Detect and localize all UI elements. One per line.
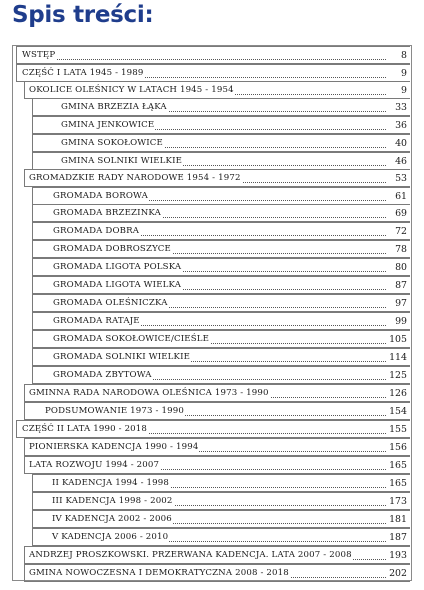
toc-entry-box <box>16 420 410 438</box>
toc-entry-title: WSTĘP <box>22 50 56 60</box>
toc-entry <box>13 276 411 294</box>
toc-entry-title: GROMADZKIE RADY NARODOWE 1954 - 1972 <box>29 173 241 183</box>
toc-entry-box <box>32 492 410 510</box>
toc-entry-box <box>24 402 410 420</box>
toc-entry-box <box>32 348 410 366</box>
toc-entry-box <box>32 152 410 170</box>
toc-entry-title: CZĘŚĆ II LATA 1990 - 2018 <box>22 424 148 434</box>
toc-entry-box <box>32 312 410 330</box>
page-title: Spis treści: <box>12 2 154 28</box>
toc-entry <box>13 366 411 384</box>
toc-entry <box>13 546 411 564</box>
toc-entry-title: CZĘŚĆ I LATA 1945 - 1989 <box>22 68 144 78</box>
toc-entry <box>13 330 411 348</box>
toc-entry-page: 72 <box>395 226 407 237</box>
toc-entry <box>13 98 411 116</box>
toc-entry <box>13 420 411 438</box>
toc-entry <box>13 294 411 312</box>
toc-entry-title: GROMADA DOBRA <box>53 226 140 236</box>
toc-entry <box>13 348 411 366</box>
toc-entry <box>13 240 411 258</box>
toc-entry-title: III KADENCJA 1998 - 2002 <box>52 496 173 506</box>
toc-entry <box>13 528 411 546</box>
toc-entry <box>13 456 411 474</box>
toc-entry-box <box>32 474 410 492</box>
toc-entry-page: 99 <box>395 316 407 327</box>
toc-entry-box <box>24 384 410 402</box>
toc-entry <box>13 474 411 492</box>
toc-entry <box>13 564 411 582</box>
toc-entry-page: 9 <box>401 68 407 79</box>
toc-frame <box>12 45 412 581</box>
toc-entry-page: 165 <box>389 478 407 489</box>
toc-entry-page: 33 <box>395 102 407 113</box>
toc-entry-title: GROMADA RATAJE <box>53 316 140 326</box>
toc-entry-box <box>32 366 410 384</box>
toc-entry-title: GMINA SOLNIKI WIELKIE <box>61 156 183 166</box>
toc-entry-box <box>24 81 410 99</box>
toc-entry-title: GROMADA BRZEZINKA <box>53 208 161 218</box>
toc-entry-title: GMINA JENKOWICE <box>61 120 155 130</box>
toc-entry-title: GROMADA BOROWA <box>53 191 148 201</box>
toc-entry-box <box>32 510 410 528</box>
toc-entry-page: 114 <box>389 352 407 363</box>
toc-entry-box <box>24 456 410 474</box>
toc-entry-box <box>32 258 410 276</box>
toc-entry <box>13 258 411 276</box>
toc-entry-page: 202 <box>389 568 407 579</box>
toc-entry-title: LATA ROZWOJU 1994 - 2007 <box>29 460 160 470</box>
toc-entry <box>13 402 411 420</box>
toc-entry-page: 40 <box>395 138 407 149</box>
toc-entry <box>13 116 411 134</box>
toc-entry-page: 154 <box>389 406 407 417</box>
toc-entry-title: IV KADENCJA 2002 - 2006 <box>52 514 172 524</box>
toc-entry-page: 173 <box>389 496 407 507</box>
toc-entry-box <box>32 98 410 116</box>
toc-entry <box>13 187 411 205</box>
toc-entry-box <box>16 64 410 82</box>
toc-entry-page: 187 <box>389 532 407 543</box>
toc-entry-title: GMINA BRZEZIA ŁĄKA <box>61 102 167 112</box>
toc-entry <box>13 384 411 402</box>
toc-entry-title: OKOLICE OLEŚNICY W LATACH 1945 - 1954 <box>29 85 234 95</box>
toc-entry-title: PODSUMOWANIE 1973 - 1990 <box>45 406 184 416</box>
toc-entry-page: 126 <box>389 388 407 399</box>
toc-entry-page: 69 <box>395 208 407 219</box>
toc-entry-title: GROMADA DOBROSZYCE <box>53 244 171 254</box>
toc-entry-box <box>32 528 410 546</box>
toc-entry-box <box>32 240 410 258</box>
toc-entry-page: 8 <box>401 50 407 61</box>
toc-entry <box>13 492 411 510</box>
toc-entry-page: 165 <box>389 460 407 471</box>
toc-entry-title: GROMADA SOLNIKI WIELKIE <box>53 352 191 362</box>
toc-entry-title: GROMADA LIGOTA WIELKA <box>53 280 182 290</box>
toc-entry-page: 125 <box>389 370 407 381</box>
toc-entry-page: 181 <box>389 514 407 525</box>
toc-entry <box>13 46 411 64</box>
toc-entry-box <box>32 116 410 134</box>
toc-entry-title: GROMADA LIGOTA POLSKA <box>53 262 182 272</box>
toc-entry <box>13 64 411 82</box>
toc-entry-box <box>32 187 410 205</box>
toc-entry-page: 46 <box>395 156 407 167</box>
toc-entry-page: 9 <box>401 85 407 96</box>
toc-entry-box <box>32 276 410 294</box>
toc-entry <box>13 438 411 456</box>
toc-entry <box>13 81 411 99</box>
toc-entry-title: GROMADA ZBYTOWA <box>53 370 152 380</box>
toc-entry-title: PIONIERSKA KADENCJA 1990 - 1994 <box>29 442 199 452</box>
toc-entry-box <box>32 204 410 222</box>
toc-entry-title: ANDRZEJ PROSZKOWSKI. PRZERWANA KADENCJA. LATA 2007 - 2008 <box>29 550 352 560</box>
toc-entry-box <box>32 222 410 240</box>
toc-entry-page: 53 <box>395 173 407 184</box>
toc-entry-page: 87 <box>395 280 407 291</box>
toc-entry-title: GMINA NOWOCZESNA I DEMOKRATYCZNA 2008 - 2018 <box>29 568 289 578</box>
toc-entry-box <box>24 169 410 187</box>
toc-entry-page: 97 <box>395 298 407 309</box>
toc-entry-title: GMINNA RADA NARODOWA OLEŚNICA 1973 - 1990 <box>29 388 269 398</box>
toc-entry-box <box>32 134 410 152</box>
toc-entry <box>13 222 411 240</box>
toc-entry <box>13 204 411 222</box>
toc-entry-title: GMINA SOKOŁOWICE <box>61 138 163 148</box>
toc-entry-box <box>24 564 410 582</box>
toc-entry-box <box>24 438 410 456</box>
toc-entry-title: GROMADA OLEŚNICZKA <box>53 298 168 308</box>
toc-entry-page: 78 <box>395 244 407 255</box>
dot-leader <box>26 59 386 60</box>
toc-entry <box>13 169 411 187</box>
toc-entry-page: 193 <box>389 550 407 561</box>
toc-entry-page: 36 <box>395 120 407 131</box>
toc-entry-page: 156 <box>389 442 407 453</box>
toc-entry-page: 155 <box>389 424 407 435</box>
toc-entry <box>13 152 411 170</box>
toc-entry-box <box>24 546 410 564</box>
toc-entry-page: 80 <box>395 262 407 273</box>
toc-entry-box <box>32 330 410 348</box>
toc-entry <box>13 134 411 152</box>
toc-entry-title: II KADENCJA 1994 - 1998 <box>52 478 169 488</box>
toc-entry <box>13 312 411 330</box>
toc-entry-box <box>16 46 410 64</box>
toc-entry <box>13 510 411 528</box>
toc-entry-box <box>32 294 410 312</box>
toc-entry-title: GROMADA SOKOŁOWICE/CIEŚLE <box>53 334 210 344</box>
toc-entry-title: V KADENCJA 2006 - 2010 <box>52 532 169 542</box>
toc-entry-page: 105 <box>389 334 407 345</box>
toc-entry-page: 61 <box>395 191 407 202</box>
